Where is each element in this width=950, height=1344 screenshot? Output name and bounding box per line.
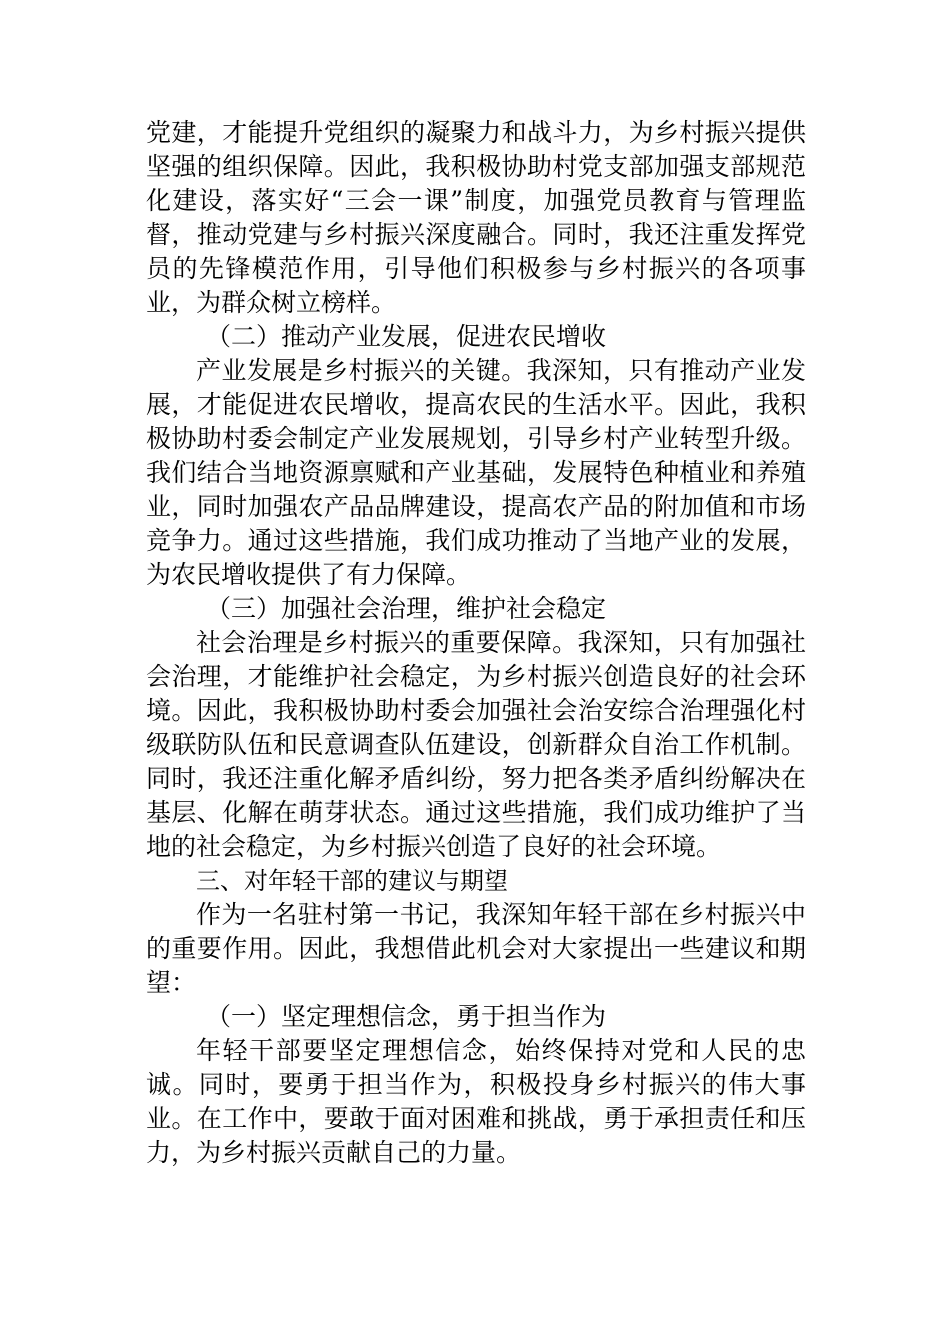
body-paragraph: 社会治理是乡村振兴的重要保障。我深知，只有加强社会治理，才能维护社会稳定，为乡村振兴创造良好的社会环境。因此，我积极协助村委会加强社会治安综合治理强化村级联防队伍和民意调查队伍建设，创新群众自治工作机制。同时，我还注重化解矛盾纠纷，努力把各类矛盾纠纷解决在基层、化解在萌芽状态。通过这些措施，我们成功维护了当地的社会稳定，为乡村振兴创造了良好的社会环境。 — [146, 628, 806, 861]
document-page — [146, 116, 806, 1170]
body-paragraph: 作为一名驻村第一书记，我深知年轻干部在乡村振兴中的重要作用。因此，我想借此机会对大家提出一些建议和期望： — [146, 900, 806, 997]
subsection-heading: （三）加强社会治理，维护社会稳定 — [206, 594, 607, 623]
body-paragraph: 产业发展是乡村振兴的关键。我深知，只有推动产业发展，才能促进农民增收，提高农民的生活水平。因此，我积极协助村委会制定产业发展规划，引导乡村产业转型升级。我们结合当地资源禀赋和产业基础，发展特色种植业和养殖业，同时加强农产品品牌建设，提高农产品的附加值和市场竞争力。通过这些措施，我们成功推动了当地产业的发展，为农民增收提供了有力保障。 — [146, 356, 806, 589]
subsection-heading: （一）坚定理想信念，勇于担当作为 — [206, 1002, 607, 1031]
subsection-heading: （二）推动产业发展，促进农民增收 — [206, 322, 607, 351]
body-paragraph: 年轻干部要坚定理想信念，始终保持对党和人民的忠诚。同时，要勇于担当作为，积极投身乡村振兴的伟大事业。在工作中，要敢于面对困难和挑战，勇于承担责任和压力，为乡村振兴贡献自己的力量。 — [146, 1036, 806, 1167]
body-paragraph: 党建，才能提升党组织的凝聚力和战斗力，为乡村振兴提供坚强的组织保障。因此，我积极协助村党支部加强支部规范化建设，落实好“三会一课”制度，加强党员教育与管理监督，推动党建与乡村振兴深度融合。同时，我还注重发挥党员的先锋模范作用，引导他们积极参与乡村振兴的各项事业，为群众树立榜样。 — [146, 118, 806, 317]
section-heading: 三、对年轻干部的建议与期望 — [196, 867, 508, 895]
